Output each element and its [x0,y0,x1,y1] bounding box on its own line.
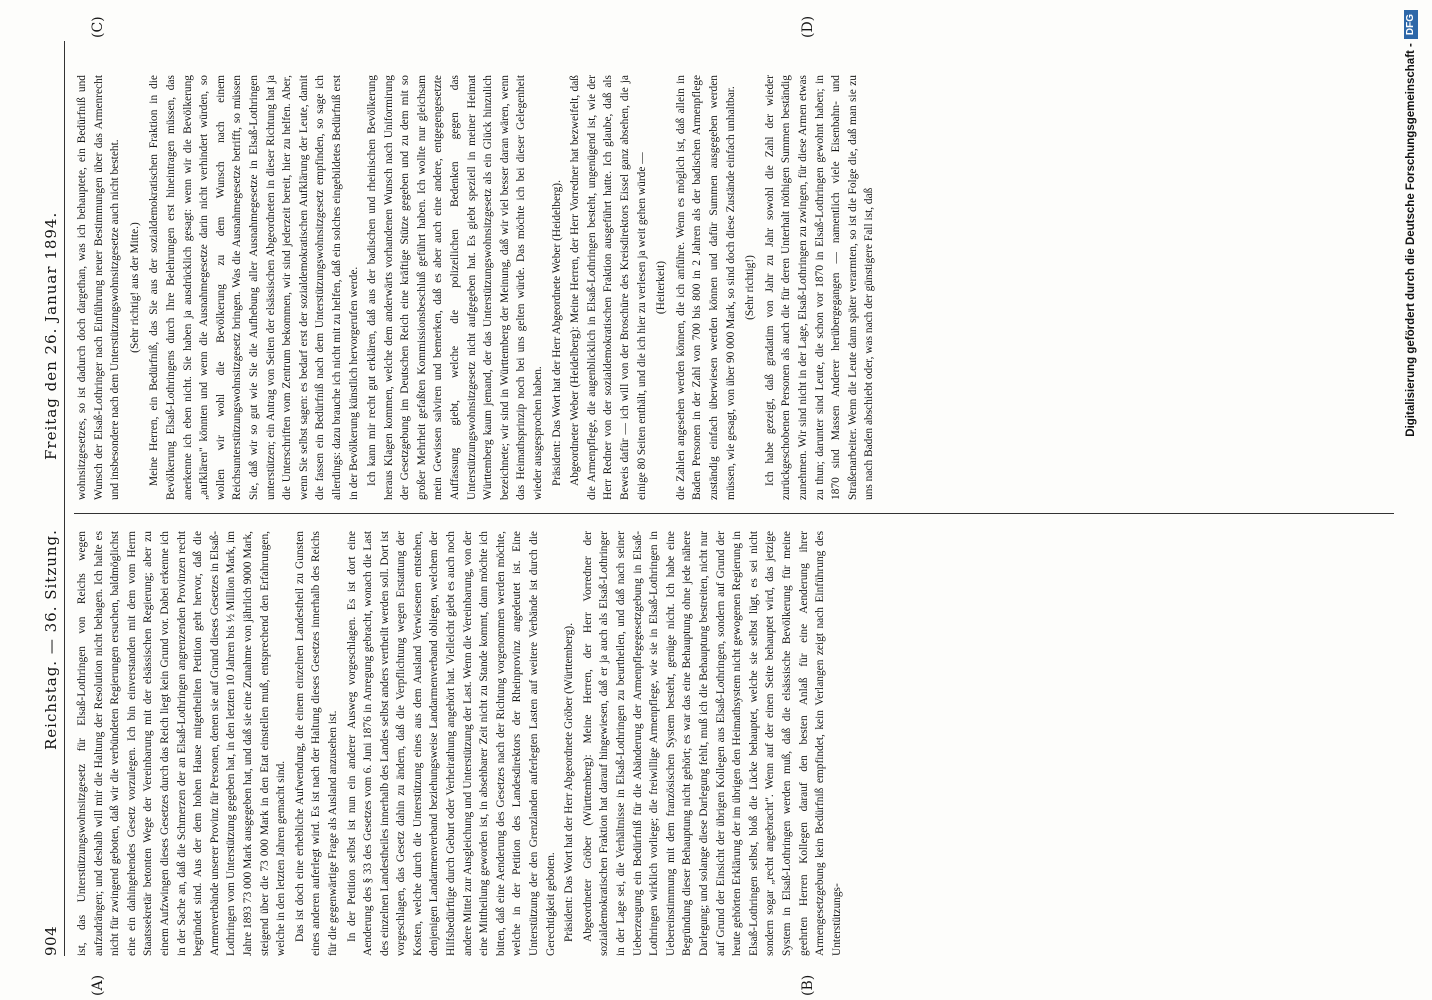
paragraph: ist, das Unterstützungswohnsitzgesetz für Elsaß-Lothringen von Reichs wegen aufzudrängen; und deshalb will mir die Haltung der Resolution nicht behagen. Ich halte es nicht für zwingend geboten, daß wir die verbündeten Regierungen ersuchen, baldmöglichst eine ein dahingehendes Gesetz vorzulegen. Ich bin einverstanden mit dem vom Herrn Staatssekretär betonten Wege der Vereinbarung mit der elsässischen Regierung; aber zu einem Aufzwingen dieses Gesetzes durch das Reich liegt kein Grund vor. Dabei erkenne ich in der Sache an, daß die Schmerzen der an Elsaß-Lothringen angrenzenden Provinzen recht begründet sind. Aus der dem hohen Hause mitgetheilten Petition geht hervor, daß die Armenverbände unserer Provinz für Personen, denen sie auf Grund dieses Gesetzes in Elsaß-Lothringen vom Unterstützung gegeben hat, in den letzten 10 Jahren bis ½ Million Mark, im Jahre 1893 73 000 Mark ausgegeben hat, und daß sie eine Zunahme von jährlich 9000 Mark, steigend über die 73 000 Mark in den Etat einstellen muß, entsprechend den Erfahrungen, welche in den letzten Jahren gemacht sind. [76,531,288,956]
margin-mark-c: (C) [90,16,106,38]
column-divider [74,513,1394,514]
credit-text: Digitalisierung gefördert durch die Deutsche Forschungsgemeinschaft - [1405,43,1417,437]
president-remark: Präsident: Das Wort hat der Herr Abgeordnete Weber (Heidelberg). [550,180,563,486]
paragraph: die Zahlen angesehen werden können, die ich anführe. Wenn es möglich ist, daß allein in Baden Personen in der Zahl von 700 bis 800 in 2 Jahren als der badischen Armenpflege zuständig einfach überwiesen werden können und dafür Summen ausgegeben werden müssen, wie gesagt, von über 90 000 Mark, so sind doch diese Zustände einfach unhaltbar. [674,75,737,500]
header-rule [64,41,65,956]
interjection: (Heiterkeit) [655,260,668,315]
paragraph: Ich habe gezeigt, daß gradatim von Jahr zu Jahr sowohl die Zahl der wieder zurückgeschobenen Personen als auch die für deren Unterhalt nöthigen Summen beständig zunehmen. Wir sind nicht in der Lage, Elsaß-Lothringen zu zwingen, für diese Armen etwas zu thun; darunter sind Leute, die schon vor 1870 in Elsaß-Lothringen gewohnt haben; in 1870 sind Massen Anderer herübergegangen — namentlich viele Eisenbahn- und Straßenarbeiter. Wenn die Leute dann später verarmten, so ist die Folge die, daß man sie zu uns nach Baden abschiebt oder, was nach der günstigere Fall ist, daß [763,75,876,500]
margin-mark-d: (D) [800,15,816,38]
paragraph: wohnsitzgesetzes, so ist dadurch doch dargethan, was ich behauptete, ein Bedürfniß und Wunsch der Elsaß-Lothringer nach Einführung neuer Bestimmungen über das Armenrecht und insbesondere nach dem Unterstützungswohnsitzgesetze auch nicht besteht. [76,75,122,500]
session-title: Reichstag. — 36. Sitzung. [42,529,60,750]
margin-mark-b: (B) [800,974,816,996]
session-date: Freitag den 26. Januar 1894. [42,211,60,460]
footer-strip [1400,0,1422,1000]
margin-mark-a: (A) [90,974,106,996]
text-column-right [74,75,1394,500]
text-column-left [74,531,1394,956]
paragraph: Abgeordneter Gröber (Württemberg): Meine Herren, der Herr Vorredner der sozialdemokratischen Fraktion hat darauf hingewiesen, daß er ja auch als Elsaß-Lothringer in der Lage sei, die Verhältnisse in Elsaß-Lothringen zu beurtheilen, und daß nach seiner Ueberzeugung ein Bedürfniß für die Abänderung der Armenpflegegesetzgebung in Elsaß-Lothringen wirklich vorliege; die freiwillige Armenpflege, wie sie in Elsaß-Lothringen in Uebereinstimmung mit dem französischen System besteht, genüge nicht. Ich habe eine Begründung dieser Behauptung nicht gehört; es war das eine Behauptung ohne jede nähere Darlegung; und solange diese Darlegung fehlt, muß ich die Behauptung bestreiten, nicht nur auf Grund der Einsicht der übrigen Kollegen aus Elsaß-Lothringen, sondern auf Grund der heute gehörten Erklärung der im übrigen den Heimathsystem nicht gewogenen Regierung in Elsaß-Lothringen selbst, bloß die Lücke behauptet, welche sie selbst lügt, es sei nicht sondern sogar „recht angebracht". Wenn auf der einen Seite behauptet wird, das jetzige System in Elsaß-Lothringen werden muß, daß die elsässische Bevölkerung für meine geehrten Herren Kollegen darauf den besten Anlaß für eine Aenderung ihrer Armengesetzgebung kein Bedürfniß empfindet, kein Verlangen zeigt nach Einführung des Unterstützungs- [581,531,843,956]
digitization-credit [1400,0,1422,1000]
paragraph: Das ist doch eine erhebliche Aufwendung, die einem einzelnen Landestheil zu Gunsten eines anderen auferlegt wird. Es ist nach der Haltung dieses Gesetzes innerhalb des Reichs für die gegenwärtige Frage als Ausland anzusehen ist. [293,531,339,956]
paragraph: Abgeordneter Weber (Heidelberg): Meine Herren, der Herr Vorredner hat bezweifelt, daß die Armenpflege, die augenblicklich in Elsaß-Lothringen besteht, ungenügend ist, wie der Herr Redner von der sozialdemokratischen Fraktion ausgeführt hatte. Ich glaube, daß als Beweis dafür — ich will von der Broschüre des Kreisdirektors Eissel ganz absehen, die ja einige 80 Seiten enthält, und die ich hier zu verlesen ja weit gehen würde — [569,75,648,500]
paragraph: Ich kann mir recht gut erklären, daß aus der badischen und rheinischen Bevölkerung heraus Klagen kommen, welche dem anderwärts vorhandenen Wunsch nach Uniformirung der Gesetzgebung im Deutschen Reich eine kräftige Stütze gegeben und zu dem mit so großer Mehrheit gefaßten Kommissionsbeschluß geführt haben. Ich wollte nur gleichsam mein Gewissen salviren und bemerken, daß es aber auch eine andere, entgegengesetzte Auffassung giebt, welche die polizeilichen Bedenken gegen das Unterstützungswohnsitzgesetz nicht aufgegeben hat. Es giebt speziell in meiner Heimat Württemberg kaum jemand, der das Unterstützungswohnsitzgesetz als ein Glück hinzulich bezeichnete; wir sind in Württemberg der Meinung, daß wir viel besser daran wären, wenn das Heimathsprinzip noch bei uns gelten würde. Das möchte ich bei dieser Gelegenheit wieder ausgesprochen haben. [366,75,545,500]
interjection: (Sehr richtig! aus der Mitte.) [128,222,141,353]
president-remark: Präsident: Das Wort hat der Herr Abgeordnete Gröber (Württemberg). [563,622,576,942]
interjection: (Sehr richtig!) [744,255,757,320]
page-number: 904 [42,925,60,956]
dfg-logo: DFG [1404,10,1418,39]
paragraph: Meine Herren, ein Bedürfniß, das Sie aus der sozialdemokratischen Fraktion in die Bevölkerung Elsaß-Lothringens durch Ihre Belehrungen erst hineintragen müssen, das anerkenne ich eben nicht. Sie haben ja ausdrücklich gesagt: wenn wir die Bevölkerung „aufklären" könnten und wenn die Ausnahmegesetze darin nicht verhindert würden, so wollen wir wohl die Bevölkerung zu dem Wunsch nach einem Reichsunterstützungswohnsitzgesetz bringen. Was die Ausnahmegesetze betrifft, so müssen Sie, daß wir so gut wie Sie die Aufhebung aller Ausnahmegesetze in Elsaß-Lothringen unterstützen; ein Antrag von Seiten der elsässischen Abgeordneten in dieser Richtung hat ja die Unterschriften vom Zentrum bekommen, wir sind jederzeit bereit, hier zu helfen. Aber, wenn Sie selbst sagen: es bedarf erst der sozialdemokratischen Aufklärung der Leute, damit die fassen ein Bedürfniß nach dem Unterstützungswohnsitzgesetz empfinden, so sage ich allerdings: dazu brauche ich nicht mit zu helfen, daß ein solches eingebildetes Bedürfniß erst in der Bevölkerung künstlich hervorgerufen werde. [148,75,360,500]
paragraph: In der Petition selbst ist nun ein anderer Ausweg vorgeschlagen. Es ist dort eine Aenderung des § 33 des Gesetzes vom 6. Juni 1876 in Anregung gebracht, wonach die Last des einzelnen Landestheiles innerhalb des Landes selbst anders vertheilt werden soll. Dort ist vorgeschlagen, das Gesetz dahin zu ändern, daß die Verpflichtung wegen Erstattung der Kosten, welche durch die Unterstützung eines aus dem Ausland Verwiesenen entstehen, denjenigen Landarmenverband beziehungsweise Landarmenverband obliegen, welchem der Hilfsbedürftige durch Geburt oder Verheirathung angehört hat. Vielleicht giebt es auch noch andere Mittel zur Ausgleichung und Unterstützung der Last. Wenn die Vereinbarung, von der eine Mittheilung geworden ist, in absehbarer Zeit nicht zu Stande kommt, dann möchte ich bitten, daß eine Aenderung des Gesetzes nach der Richtung vorgenommen werden möchte, welche in der Petition des Landesdirektors der Rheinprovinz angedeutet ist. Eine Unterstützung der den Grenzlanden auferlegten Lasten auf weitere Verbände ist durch die Gerechtigkeit geboten. [345,531,557,956]
